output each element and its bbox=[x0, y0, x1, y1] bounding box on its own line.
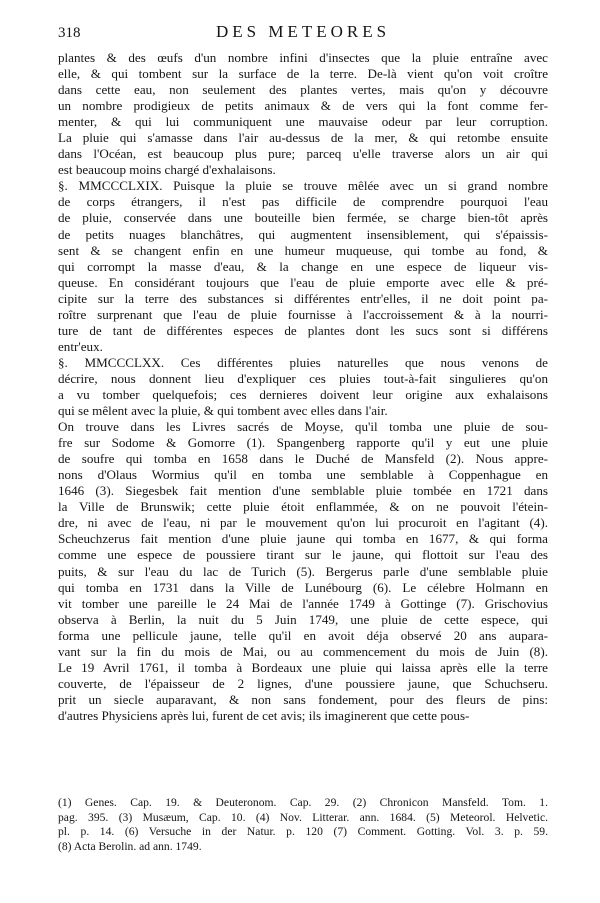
body-line: dans l'Océan, est beaucoup plus pure; parceq u'elle traverse alors un air qui bbox=[58, 146, 548, 162]
body-line: de petits nuages blanchâtres, qui augmentent insensiblement, qui s'épaissis- bbox=[58, 226, 548, 242]
body-line: fre sur Sodome & Gomorre (1). Spangenberg rapporte qu'il y eut une pluie bbox=[58, 435, 548, 451]
page-number: 318 bbox=[58, 25, 81, 41]
body-line: dans cette eau, non seulement des plantes vertes, mais qu'on y découvre bbox=[58, 82, 548, 98]
body-line: §. MMCCCLXIX. Puisque la pluie se trouve mêlée avec un si grand nombre bbox=[58, 178, 548, 194]
body-line: queuse. En considérant toujours que l'eau de pluie emporte avec elle & pré- bbox=[58, 274, 548, 290]
page-header bbox=[58, 22, 548, 44]
body-line: On trouve dans les Livres sacrés de Moyse, qu'il tomba une pluie de sou- bbox=[58, 419, 548, 435]
body-line: cipite sur la terre des substances si différentes entr'elles, il ne doit point pa- bbox=[58, 290, 548, 306]
body-line: de soufre qui tomba en 1658 dans le Duché de Mansfeld (2). Nous appre- bbox=[58, 451, 548, 467]
body-line: vit tomber une pareille le 24 Mai de l'année 1749 à Gottinge (7). Grischovius bbox=[58, 595, 548, 611]
body-line: comme une espece de poussiere tirant sur le jaune, qui flottoit sur l'eau des bbox=[58, 547, 548, 563]
footnote-line: pag. 395. (3) Musæum, Cap. 10. (4) Nov. Litterar. ann. 1684. (5) Meteorol. Helvetic. bbox=[58, 810, 548, 824]
body-line: de pluie, conservée dans une bouteille bien fermée, se charge bien-tôt après bbox=[58, 210, 548, 226]
body-line: de corps étrangers, il n'est pas difficile de comprendre pourquoi l'eau bbox=[58, 194, 548, 210]
body-line: roître surprenant que l'eau de pluie fournisse à l'accroissement & à la nourri- bbox=[58, 306, 548, 322]
body-line: plantes & des œufs d'un nombre infini d'insectes que la pluie entraîne avec bbox=[58, 50, 548, 65]
body-line: puits, & sur l'eau du lac de Turich (5). Bergerus parle d'une semblable pluie bbox=[58, 563, 548, 579]
body-line: qui se mêlent avec la pluie, & qui tombent avec elles dans l'air. bbox=[58, 403, 388, 419]
body-line: décrire, nous donnent lieu d'expliquer ces pluies tout-à-fait singulieres qu'on bbox=[58, 370, 548, 386]
footnotes bbox=[58, 796, 548, 854]
body-text bbox=[58, 50, 548, 724]
body-line: menter, & qui lui communiquent une mauvaise odeur par leur corruption. bbox=[58, 114, 548, 130]
footnote-line: (1) Genes. Cap. 19. & Deuteronom. Cap. 29. (2) Chronicon Mansfeld. Tom. 1. bbox=[58, 796, 548, 809]
body-line: est beaucoup moins chargé d'exhalaisons. bbox=[58, 162, 276, 178]
body-line: §. MMCCCLXX. Ces différentes pluies naturelles que nous venons de bbox=[58, 354, 548, 370]
running-title: DES METEORES bbox=[215, 22, 391, 41]
body-line: La pluie qui s'amasse dans l'air au-dessus de la mer, & qui retombe ensuite bbox=[58, 130, 548, 146]
body-line: d'autres Physiciens après lui, furent de cet avis; ils imaginerent que cette pous- bbox=[58, 707, 470, 723]
body-line: entr'eux. bbox=[58, 338, 103, 354]
body-line: 1646 (3). Siegesbek fait mention d'une semblable pluie tombée en 1721 dans bbox=[58, 483, 548, 499]
body-line: observa à Berlin, la nuit du 5 Juin 1749, une pluie de cette espece, qui bbox=[58, 611, 548, 627]
footnote-line: pl. p. 14. (6) Versuche in der Natur. p. 120 (7) Comment. Gotting. Vol. 3. p. 59. bbox=[58, 825, 548, 839]
body-line: la Ville de Brunswik; cette pluie étoit enflammée, & on ne pouvoit l'étein- bbox=[58, 499, 548, 515]
body-line: prit un siecle auparavant, & non sans fondement, pour des fleurs de pins: bbox=[58, 691, 548, 707]
body-line: elle, & qui tombent sur la surface de la terre. De-là vient qu'on voit croître bbox=[58, 66, 548, 82]
body-line: sent & se changent enfin en une humeur muqueuse, qui tombe au fond, & bbox=[58, 242, 548, 258]
body-line: qui corrompt la masse d'eau, & la change en une espece de liqueur vis- bbox=[58, 258, 548, 274]
body-line: un nombre prodigieux de petits animaux & de vers qui la font comme fer- bbox=[58, 98, 548, 114]
body-line: forma une pellicule jaune, telle qu'il en avoit déja observé 20 ans aupara- bbox=[58, 627, 548, 643]
body-line: qui tomba en 1731 dans la Ville de Lunébourg (6). Le célebre Holmann en bbox=[58, 579, 548, 595]
body-line: dre, ni avec de l'eau, ni par le mouvement qu'on lui procuroit en l'agitant (4). bbox=[58, 515, 548, 531]
body-line: a vu tomber quelquefois; ces dernieres doivent leur origine aux exhalaisons bbox=[58, 386, 548, 402]
body-line: Le 19 Avril 1761, il tomba à Bordeaux une pluie qui laissa après elle la terre bbox=[58, 659, 548, 675]
body-line: Scheuchzerus fait mention d'une pluie jaune qui tomba en 1677, & qui forma bbox=[58, 531, 548, 547]
body-line: couverte, de l'épaisseur de 2 lignes, d'une poussiere jaune, que Schuchseru. bbox=[58, 675, 548, 691]
body-line: nons d'Olaus Wormius qu'il en tomba une semblable à Coppenhague en bbox=[58, 467, 548, 483]
body-line: ture de tant de différentes especes de plantes dont les sucs sont si différens bbox=[58, 322, 548, 338]
body-line: vant sur la fin du mois de Mai, ou au commencement du mois de Juin (8). bbox=[58, 643, 548, 659]
footnote-line: (8) Acta Berolin. ad ann. 1749. bbox=[58, 839, 202, 853]
